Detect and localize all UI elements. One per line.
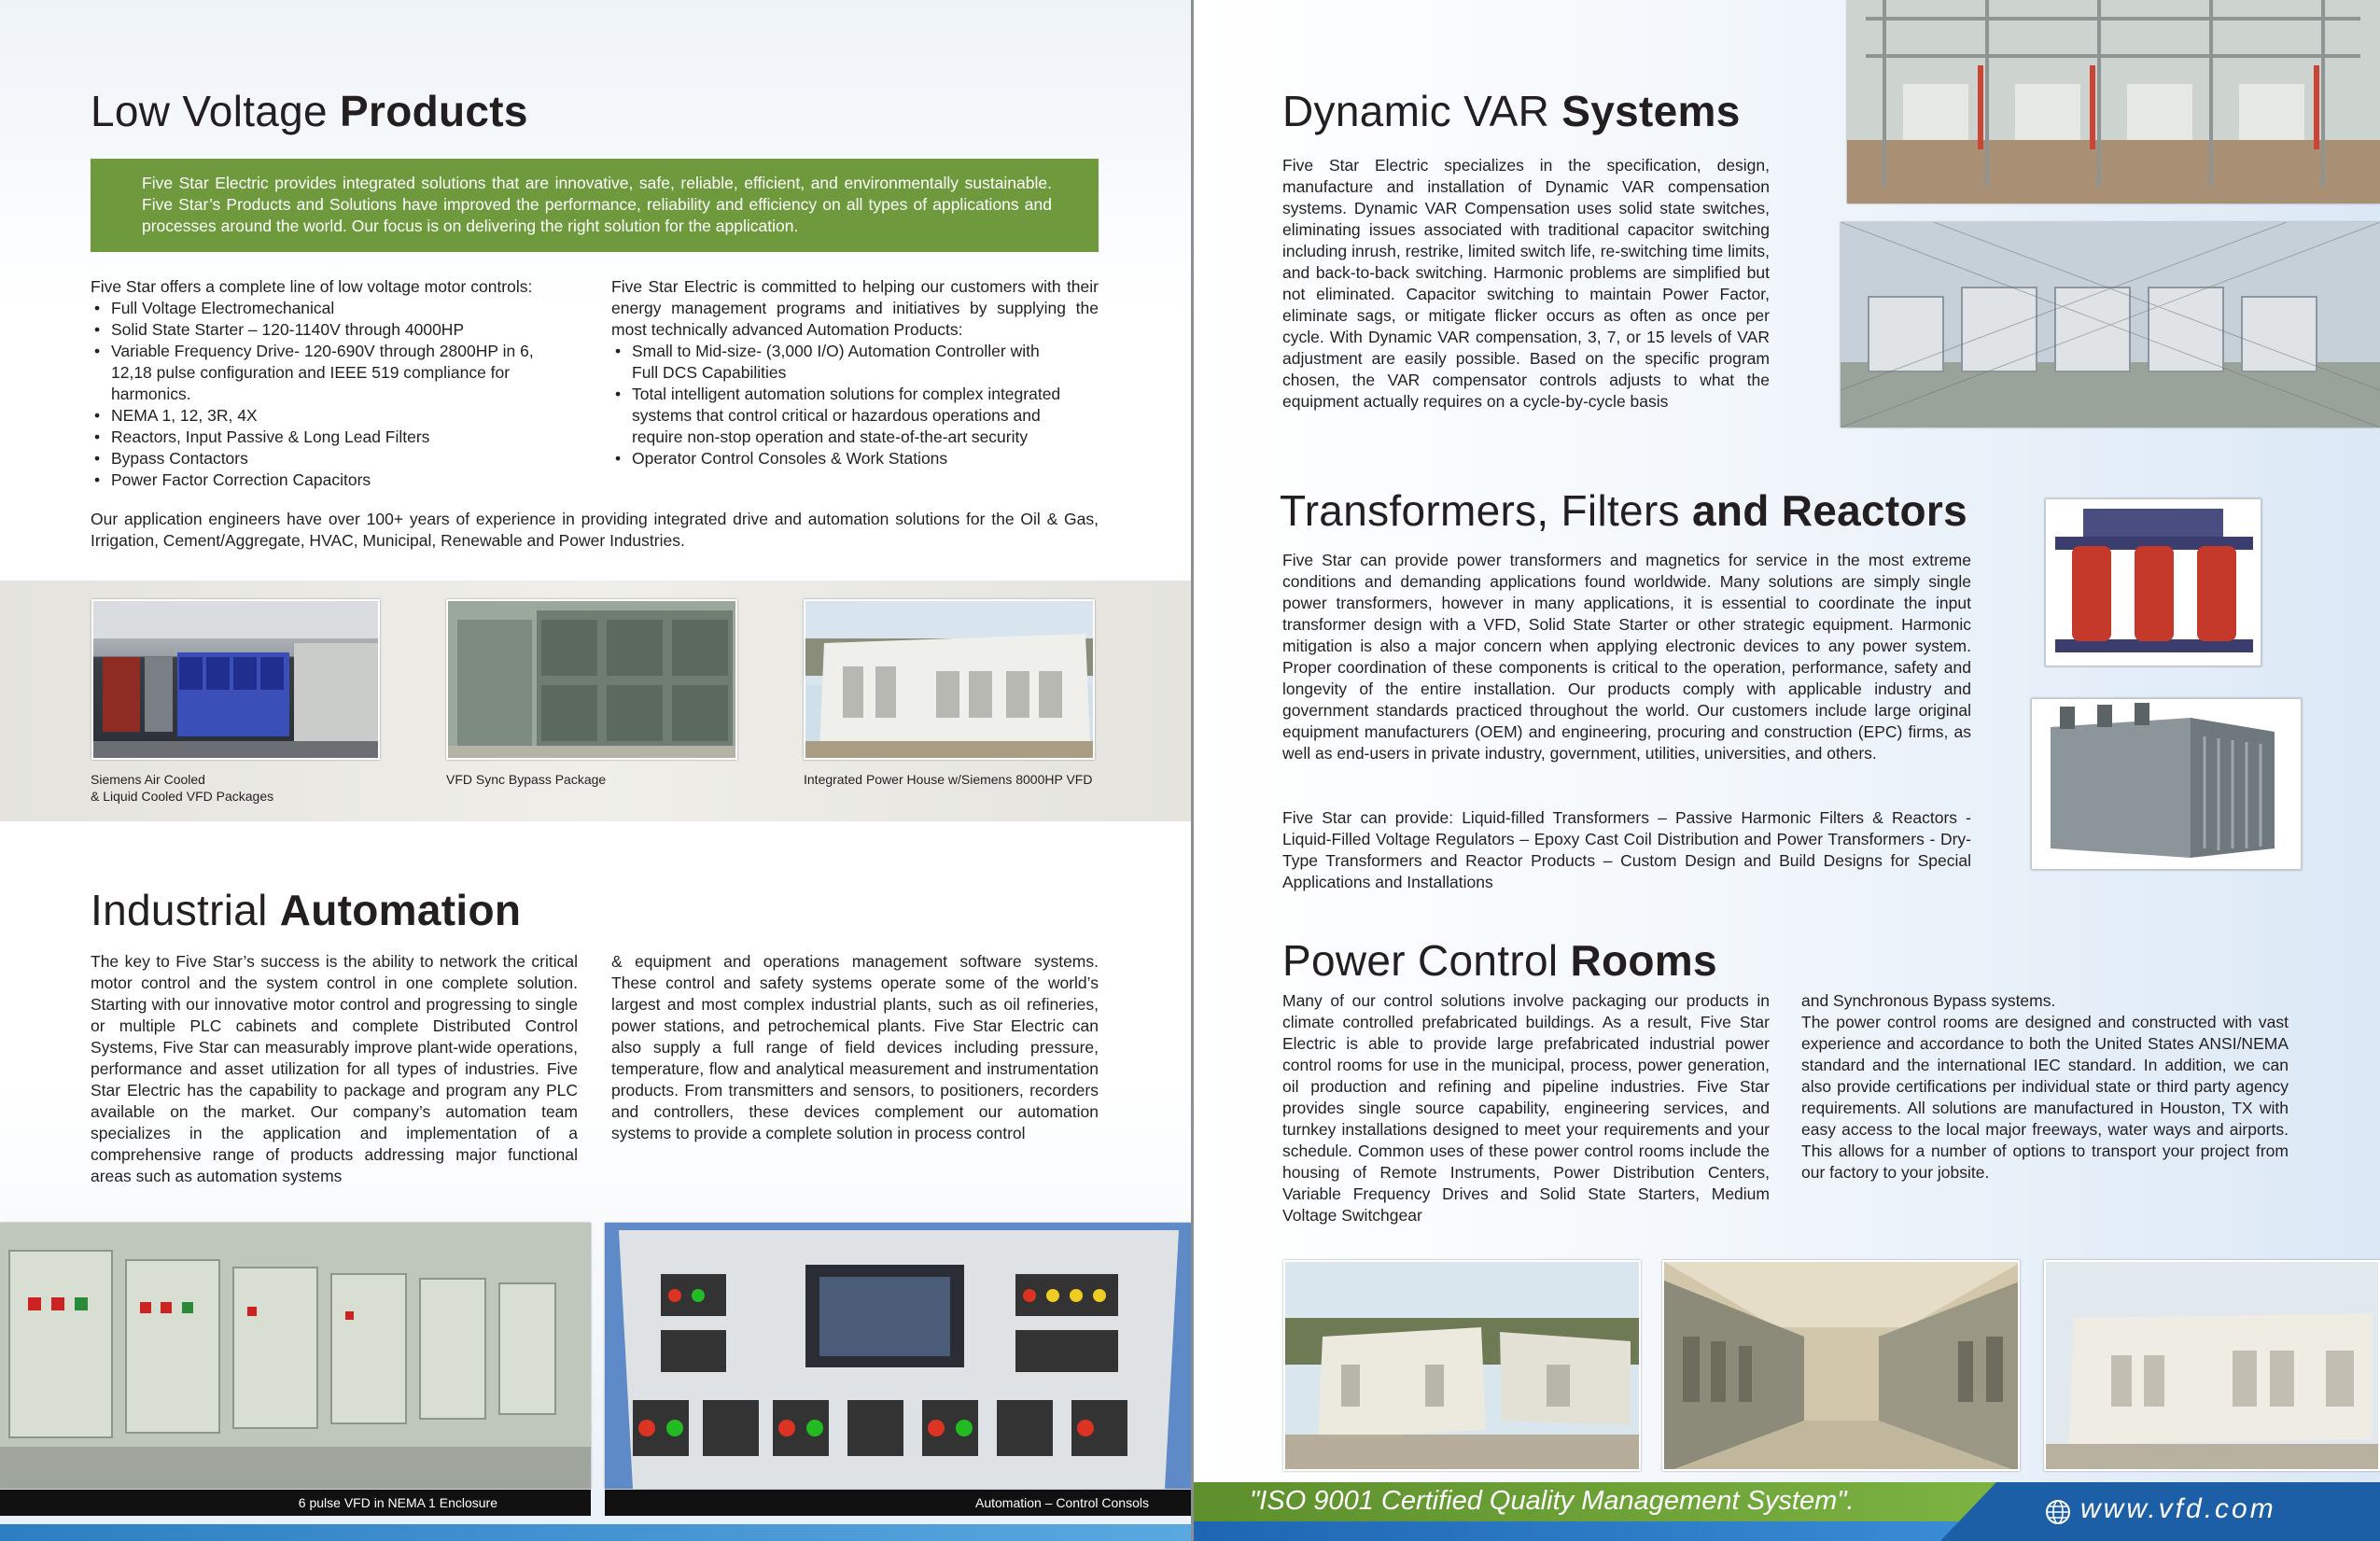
list-item: • Variable Frequency Drive- 120-690V through 2800HP in 6, 12,18 pulse configuration and IEEE 519 compliance for harmonics. bbox=[91, 341, 585, 405]
transformers-body-1: Five Star can provide power transformers and magnetics for service in the most extreme conditions and demanding applications found worldwide. Many solutions are simply single power transformers, however in many applications, it is essential to coordinate the input transformer design with a VFD, Solid State Starter or other strategic equipment. Harmonic mitigation is also a major concern when applying electronic devices to any power system. Proper coordination of these components is critical to the operation, performance, safety and longevity of the entire installation. Our products comply with applicable industry and government standards practiced throughout the world. Our customers include large original equipment manufacturers (OEM) and engineering, procuring and construction (EPC) firms, as well as end-users in private industry, government, utilities, universities, and others. bbox=[1282, 551, 1971, 763]
footer-blue-strip bbox=[1194, 1521, 2034, 1541]
power-control-title: Power Control Rooms bbox=[1282, 936, 1717, 985]
dynamic-var-title: Dynamic VAR Systems bbox=[1282, 87, 1741, 135]
lv-automation-list bbox=[611, 341, 1099, 469]
liquid-transformer-illustration bbox=[2032, 699, 2302, 870]
capacitor-bank-illustration bbox=[1841, 222, 2380, 427]
control-console-photo bbox=[605, 1223, 1191, 1489]
substation-photo bbox=[1847, 0, 2380, 203]
list-item: • Solid State Starter – 120-1140V through 4000HP bbox=[91, 319, 585, 341]
control-room-illustration-1 bbox=[1285, 1262, 1641, 1471]
control-console-caption: Automation – Control Consols bbox=[605, 1490, 1191, 1516]
dynamic-var-body: Five Star Electric specializes in the specification, design, manufacture and installation of Dynamic VAR compensation systems. Dynamic VAR Compensation uses solid state switches, eliminating issues associated with traditional capacitor switching including inrush, restrike, limited switch life, re-switching time limits, and back-to-back switching. Harmonic problems are simplified but not eliminated. Capacitor switching to maintain Power Factor, eliminate sags, or mitigate flicker occurs as often as once per cycle. With Dynamic VAR compensation, 3, 7, or 15 levels of VAR adjustment are easily possible. Based on the specific program chosen, the VAR compensator controls adjusts to what the equipment actually requires on a cycle-by-cycle basis bbox=[1282, 156, 1770, 411]
left-bottom-strip bbox=[0, 1524, 1191, 1541]
list-item: • Total intelligent automation solutions for complex integrated systems that control critical or hazardous operations and require non-stop operation and state-of-the-art security bbox=[611, 384, 1099, 448]
lv-products-lead: Five Star offers a complete line of low voltage motor controls: bbox=[91, 277, 533, 296]
lv-automation-column bbox=[611, 276, 1099, 469]
automation-col1: The key to Five Star’s success is the ability to network the critical motor control and the system control in one complete solution. Starting with our innovative motor control and progressing to single or multiple PLC cabinets and complete Distributed Control Systems, Five Star can measurably improve plant-wide operations, performance and asset utilization for all types of industries. Five Star Electric has the capability to package and program any PLC available on the market. Our company’s automation team specializes in the application and implementation of a comprehensive range of products addressing major functional areas such as automation systems bbox=[91, 952, 578, 1185]
right-page bbox=[1194, 0, 2380, 1541]
list-item: • Reactors, Input Passive & Long Lead Filters bbox=[91, 427, 585, 448]
capacitor-bank-photo bbox=[1841, 222, 2380, 427]
list-item: • Full Voltage Electromechanical bbox=[91, 298, 585, 319]
sync-bypass-illustration bbox=[448, 601, 737, 760]
nema-enclosure-photo bbox=[0, 1223, 591, 1489]
list-item: • Small to Mid-size- (3,000 I/O) Automation Controller with Full DCS Capabilities bbox=[611, 341, 1099, 384]
iso-certification-text: "ISO 9001 Certified Quality Management System". bbox=[1250, 1486, 1855, 1516]
power-control-col1: Many of our control solutions involve packaging our products in climate controlled prefabricated buildings. As a result, Five Star Electric is able to provide large prefabricated industrial power control rooms for use in the municipal, process, power generation, oil production and refining and pipeline industries. Five Star provides single source capability, engineering services, and turnkey installations designed to meet your requirements and your schedule. Common uses of these power control rooms include the housing of Remote Instruments, Power Distribution Centers, Variable Frequency Drives and Solid State Starters, Medium Voltage Switchgear bbox=[1282, 991, 1770, 1225]
power-control-col2-body: The power control rooms are designed and constructed with vast experience and accordance to both the United States ANSI/NEMA standard and the international IEC standard. In addition, we can also provide certifications per individual state or third party agency requirements. All solutions are manufactured in Houston, TX with easy access to the local major freeways, water ways and airports. This allows for a number of options to transport your project from our factory to your jobsite. bbox=[1801, 1013, 2289, 1182]
transformers-title: Transformers, Filters and Reactors bbox=[1280, 486, 1967, 535]
nema-enclosure-caption: 6 pulse VFD in NEMA 1 Enclosure bbox=[0, 1490, 591, 1516]
power-house-photo bbox=[804, 599, 1095, 760]
industrial-automation-title: Industrial Automation bbox=[91, 886, 522, 934]
lv-products-list bbox=[91, 298, 585, 491]
vfd-packages-caption: Siemens Air Cooled & Liquid Cooled VFD Packages bbox=[91, 772, 274, 804]
globe-icon bbox=[2045, 1499, 2071, 1525]
power-control-col2 bbox=[1801, 990, 2289, 1184]
control-room-photo-1 bbox=[1283, 1260, 1641, 1471]
website-link[interactable]: www.vfd.com bbox=[2080, 1493, 2276, 1524]
lv-closing-paragraph: Our application engineers have over 100+ years of experience in providing integrated drive and automation solutions for the Oil & Gas, Irrigation, Cement/Aggregate, HVAC, Municipal, Renewable and Power Industries. bbox=[91, 510, 1099, 550]
dry-type-transformer-photo bbox=[2045, 498, 2261, 666]
control-room-photo-3 bbox=[2044, 1260, 2380, 1471]
substation-illustration bbox=[1847, 0, 2380, 203]
low-voltage-title: Low Voltage Products bbox=[91, 87, 528, 135]
power-house-illustration bbox=[805, 601, 1095, 760]
list-item: • NEMA 1, 12, 3R, 4X bbox=[91, 405, 585, 427]
lv-products-column bbox=[91, 276, 585, 491]
vfd-packages-illustration bbox=[93, 601, 380, 760]
vfd-packages-photo bbox=[91, 599, 380, 760]
low-voltage-intro: Five Star Electric provides integrated solutions that are innovative, safe, reliable, efficient, and environmentally sustainable. Five Star’s Products and Solutions have improved the performance, reliability and efficiency on all types of applications and processes around the world. Our focus is on delivering the right solution for the application. bbox=[91, 159, 1099, 252]
control-room-illustration-3 bbox=[2046, 1262, 2380, 1471]
control-room-illustration-2 bbox=[1664, 1262, 2020, 1471]
dry-type-transformer-illustration bbox=[2046, 499, 2261, 666]
automation-col2: & equipment and operations management software systems. These control and safety systems operate some of the world’s largest and most complex industrial plants, such as oil refineries, power stations, and petrochemical plants. Five Star Electric can also supply a full range of field devices including pressure, temperature, flow and analytical measurement and instrumentation products. From transmitters and sensors, to positioners, recorders and controllers, these devices complement our automation systems to provide a complete solution in process control bbox=[611, 952, 1099, 1142]
liquid-transformer-photo bbox=[2031, 698, 2302, 870]
list-item: • Power Factor Correction Capacitors bbox=[91, 469, 585, 491]
transformers-body-2: Five Star can provide: Liquid-filled Transformers – Passive Harmonic Filters & Reactors - Liquid-Filled Voltage Regulators – Epoxy Cast Coil Distribution and Power Transformers - Dry-Type Transformers and Reactor Products – Custom Design and Build Designs for Special Applications and Installations bbox=[1282, 808, 1971, 891]
control-console-illustration bbox=[605, 1223, 1191, 1489]
sync-bypass-caption: VFD Sync Bypass Package bbox=[446, 772, 607, 787]
power-control-col2-lead: and Synchronous Bypass systems. bbox=[1801, 991, 2056, 1010]
list-item: • Bypass Contactors bbox=[91, 448, 585, 469]
list-item: • Operator Control Consoles & Work Stations bbox=[611, 448, 1099, 469]
power-house-caption: Integrated Power House w/Siemens 8000HP VFD bbox=[804, 772, 1093, 787]
sync-bypass-photo bbox=[446, 599, 737, 760]
lv-automation-lead: Five Star Electric is committed to helping our customers with their energy management programs and initiatives by supplying the most technically advanced Automation Products: bbox=[611, 277, 1099, 339]
nema-enclosure-illustration bbox=[0, 1223, 591, 1489]
control-room-photo-2 bbox=[1662, 1260, 2020, 1471]
